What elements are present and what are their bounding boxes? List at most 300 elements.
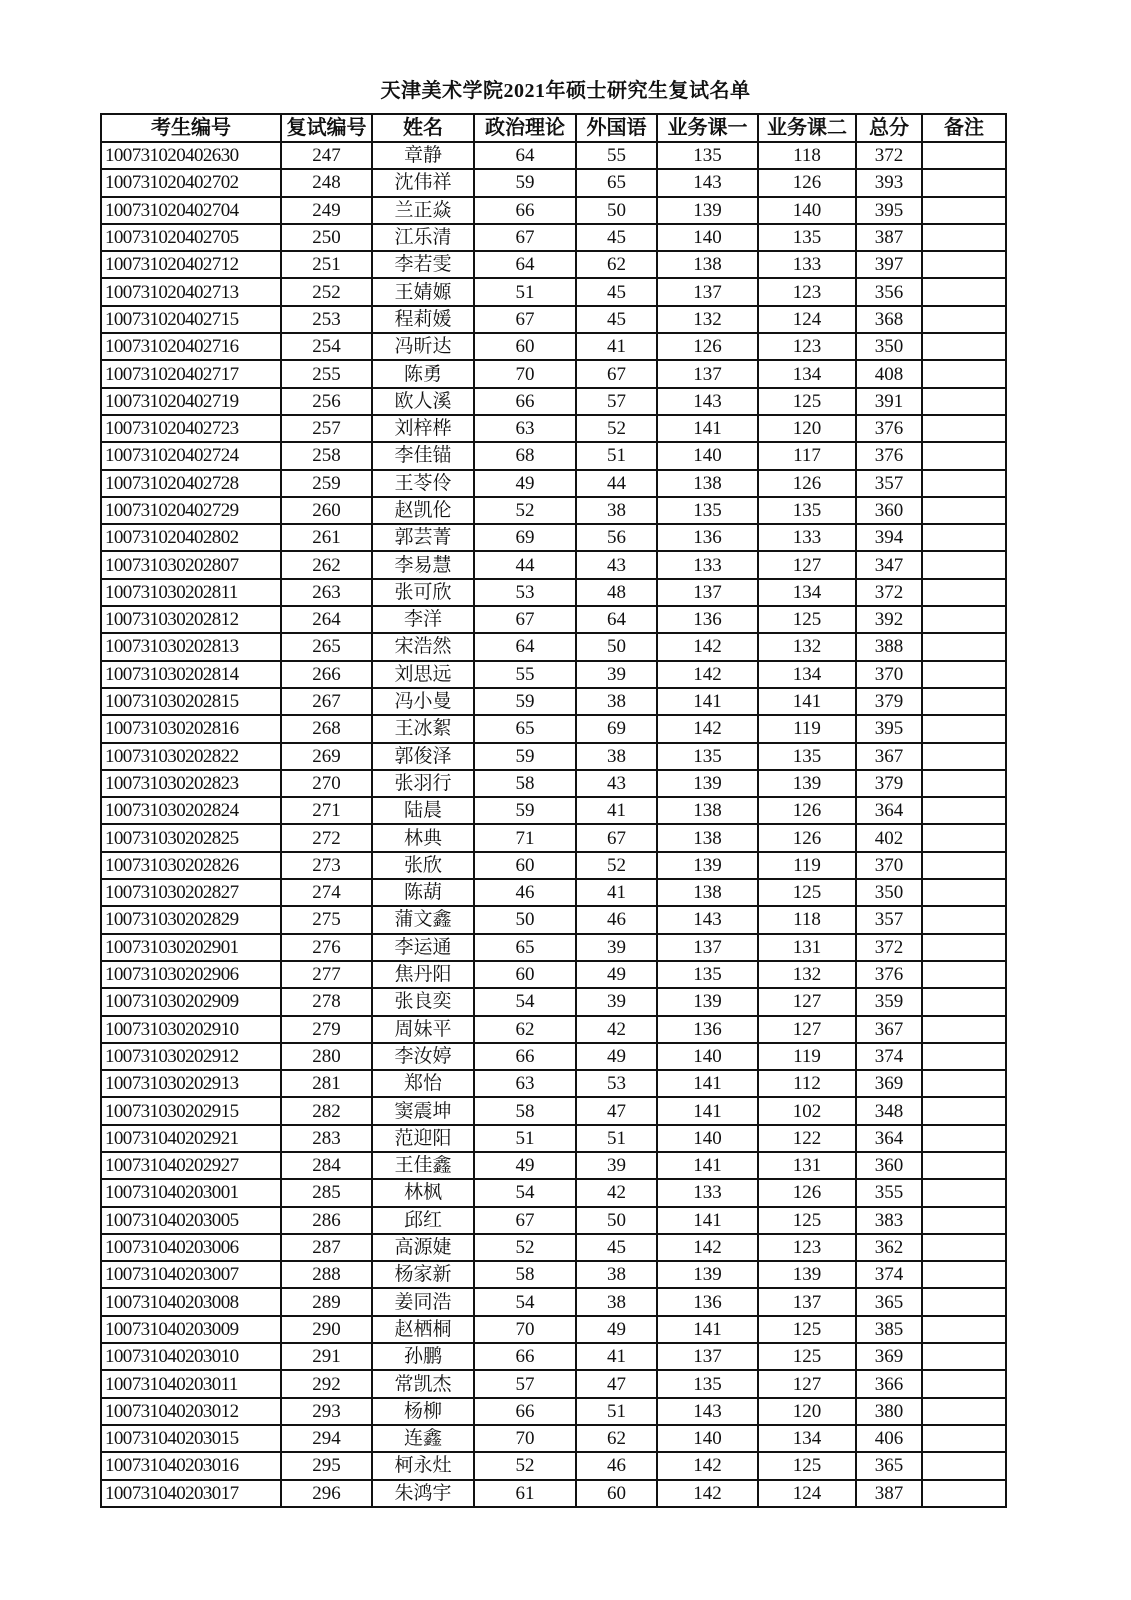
table-row — [101, 333, 1006, 360]
cell-remarks — [922, 1016, 1006, 1043]
cell-subject-two: 134 — [758, 661, 856, 688]
cell-politics: 52 — [474, 1234, 576, 1261]
cell-subject-one: 136 — [657, 1016, 758, 1043]
cell-exam-id: 100731030202823 — [101, 770, 281, 797]
cell-subject-one: 135 — [657, 743, 758, 770]
cell-total: 360 — [856, 497, 922, 524]
cell-name: 陈葫 — [372, 879, 474, 906]
cell-exam-id: 100731020402713 — [101, 278, 281, 305]
header-subject-two: 业务课二 — [758, 114, 856, 142]
cell-remarks — [922, 1288, 1006, 1315]
cell-foreign-language: 38 — [576, 688, 657, 715]
cell-retest-no: 256 — [281, 388, 372, 415]
cell-foreign-language: 55 — [576, 142, 657, 169]
table-row — [101, 879, 1006, 906]
cell-retest-no: 276 — [281, 934, 372, 961]
cell-politics: 67 — [474, 606, 576, 633]
cell-foreign-language: 52 — [576, 852, 657, 879]
cell-subject-one: 138 — [657, 797, 758, 824]
cell-subject-two: 126 — [758, 824, 856, 851]
cell-politics: 68 — [474, 442, 576, 469]
cell-foreign-language: 56 — [576, 524, 657, 551]
table-row — [101, 1261, 1006, 1288]
cell-retest-no: 291 — [281, 1343, 372, 1370]
cell-exam-id: 100731040202921 — [101, 1125, 281, 1152]
cell-name: 高源婕 — [372, 1234, 474, 1261]
cell-retest-no: 290 — [281, 1316, 372, 1343]
cell-remarks — [922, 934, 1006, 961]
cell-foreign-language: 57 — [576, 388, 657, 415]
cell-foreign-language: 67 — [576, 824, 657, 851]
cell-total: 374 — [856, 1261, 922, 1288]
cell-total: 387 — [856, 224, 922, 251]
cell-subject-two: 120 — [758, 415, 856, 442]
cell-foreign-language: 45 — [576, 1234, 657, 1261]
cell-exam-id: 100731020402712 — [101, 251, 281, 278]
cell-remarks — [922, 360, 1006, 387]
cell-foreign-language: 39 — [576, 1152, 657, 1179]
cell-politics: 58 — [474, 770, 576, 797]
cell-foreign-language: 47 — [576, 1097, 657, 1124]
cell-name: 王婧嫄 — [372, 278, 474, 305]
cell-retest-no: 286 — [281, 1207, 372, 1234]
cell-remarks — [922, 1480, 1006, 1507]
cell-politics: 54 — [474, 988, 576, 1015]
cell-subject-one: 141 — [657, 688, 758, 715]
cell-retest-no: 253 — [281, 306, 372, 333]
cell-remarks — [922, 1097, 1006, 1124]
cell-subject-two: 118 — [758, 906, 856, 933]
cell-subject-one: 141 — [657, 1097, 758, 1124]
cell-name: 范迎阳 — [372, 1125, 474, 1152]
cell-retest-no: 251 — [281, 251, 372, 278]
cell-retest-no: 277 — [281, 961, 372, 988]
cell-foreign-language: 49 — [576, 1043, 657, 1070]
cell-exam-id: 100731020402705 — [101, 224, 281, 251]
cell-name: 张可欣 — [372, 579, 474, 606]
cell-name: 章静 — [372, 142, 474, 169]
cell-politics: 67 — [474, 306, 576, 333]
cell-subject-one: 139 — [657, 197, 758, 224]
cell-total: 379 — [856, 770, 922, 797]
header-foreign-language: 外国语 — [576, 114, 657, 142]
cell-retest-no: 293 — [281, 1398, 372, 1425]
cell-politics: 51 — [474, 278, 576, 305]
cell-subject-one: 138 — [657, 879, 758, 906]
cell-total: 355 — [856, 1179, 922, 1206]
cell-subject-two: 125 — [758, 879, 856, 906]
cell-subject-one: 137 — [657, 934, 758, 961]
cell-politics: 63 — [474, 415, 576, 442]
cell-total: 376 — [856, 961, 922, 988]
cell-remarks — [922, 470, 1006, 497]
table-row — [101, 606, 1006, 633]
cell-exam-id: 100731040203008 — [101, 1288, 281, 1315]
cell-remarks — [922, 770, 1006, 797]
cell-politics: 52 — [474, 1452, 576, 1479]
header-remarks: 备注 — [922, 114, 1006, 142]
cell-name: 李洋 — [372, 606, 474, 633]
cell-subject-two: 125 — [758, 1452, 856, 1479]
cell-name: 李易慧 — [372, 551, 474, 578]
table-row — [101, 442, 1006, 469]
cell-politics: 59 — [474, 743, 576, 770]
cell-subject-two: 134 — [758, 360, 856, 387]
cell-subject-two: 132 — [758, 633, 856, 660]
cell-subject-two: 112 — [758, 1070, 856, 1097]
cell-total: 376 — [856, 442, 922, 469]
cell-foreign-language: 41 — [576, 797, 657, 824]
cell-exam-id: 100731040203001 — [101, 1179, 281, 1206]
cell-retest-no: 250 — [281, 224, 372, 251]
cell-subject-two: 119 — [758, 715, 856, 742]
table-row — [101, 224, 1006, 251]
cell-name: 姜同浩 — [372, 1288, 474, 1315]
cell-subject-one: 133 — [657, 1179, 758, 1206]
cell-foreign-language: 53 — [576, 1070, 657, 1097]
cell-foreign-language: 65 — [576, 169, 657, 196]
cell-name: 李若雯 — [372, 251, 474, 278]
cell-exam-id: 100731040203012 — [101, 1398, 281, 1425]
cell-name: 李汝婷 — [372, 1043, 474, 1070]
cell-name: 林典 — [372, 824, 474, 851]
table-row — [101, 1043, 1006, 1070]
cell-subject-one: 142 — [657, 715, 758, 742]
cell-name: 赵凯伦 — [372, 497, 474, 524]
table-row — [101, 470, 1006, 497]
cell-name: 窦震坤 — [372, 1097, 474, 1124]
cell-retest-no: 275 — [281, 906, 372, 933]
cell-subject-two: 126 — [758, 797, 856, 824]
cell-subject-two: 127 — [758, 551, 856, 578]
cell-politics: 61 — [474, 1480, 576, 1507]
cell-total: 350 — [856, 879, 922, 906]
cell-exam-id: 100731040203005 — [101, 1207, 281, 1234]
cell-retest-no: 263 — [281, 579, 372, 606]
cell-name: 林枫 — [372, 1179, 474, 1206]
cell-name: 杨家新 — [372, 1261, 474, 1288]
cell-retest-no: 259 — [281, 470, 372, 497]
cell-foreign-language: 41 — [576, 333, 657, 360]
cell-subject-two: 125 — [758, 1316, 856, 1343]
cell-total: 374 — [856, 1043, 922, 1070]
cell-remarks — [922, 1398, 1006, 1425]
table-row — [101, 497, 1006, 524]
cell-exam-id: 100731030202829 — [101, 906, 281, 933]
cell-total: 359 — [856, 988, 922, 1015]
table-row — [101, 1343, 1006, 1370]
header-politics: 政治理论 — [474, 114, 576, 142]
cell-foreign-language: 46 — [576, 1452, 657, 1479]
cell-politics: 60 — [474, 333, 576, 360]
cell-name: 王冰絮 — [372, 715, 474, 742]
cell-exam-id: 100731030202822 — [101, 743, 281, 770]
cell-subject-one: 139 — [657, 1261, 758, 1288]
cell-name: 周妹平 — [372, 1016, 474, 1043]
cell-politics: 52 — [474, 497, 576, 524]
cell-politics: 50 — [474, 906, 576, 933]
table-row — [101, 579, 1006, 606]
table-row — [101, 1016, 1006, 1043]
cell-total: 362 — [856, 1234, 922, 1261]
table-row — [101, 1152, 1006, 1179]
cell-politics: 66 — [474, 1343, 576, 1370]
cell-name: 邱红 — [372, 1207, 474, 1234]
cell-politics: 58 — [474, 1261, 576, 1288]
cell-foreign-language: 42 — [576, 1179, 657, 1206]
cell-subject-one: 142 — [657, 1452, 758, 1479]
cell-retest-no: 284 — [281, 1152, 372, 1179]
cell-foreign-language: 51 — [576, 1125, 657, 1152]
cell-foreign-language: 49 — [576, 1316, 657, 1343]
cell-subject-one: 142 — [657, 1480, 758, 1507]
cell-total: 406 — [856, 1425, 922, 1452]
table-row — [101, 934, 1006, 961]
cell-remarks — [922, 224, 1006, 251]
table-row — [101, 1452, 1006, 1479]
cell-retest-no: 273 — [281, 852, 372, 879]
cell-politics: 54 — [474, 1288, 576, 1315]
table-row — [101, 988, 1006, 1015]
cell-subject-two: 135 — [758, 497, 856, 524]
cell-subject-one: 135 — [657, 497, 758, 524]
cell-remarks — [922, 1261, 1006, 1288]
table-row — [101, 633, 1006, 660]
cell-total: 347 — [856, 551, 922, 578]
cell-exam-id: 100731030202915 — [101, 1097, 281, 1124]
cell-exam-id: 100731030202825 — [101, 824, 281, 851]
table-row — [101, 1370, 1006, 1397]
cell-total: 393 — [856, 169, 922, 196]
cell-name: 张欣 — [372, 852, 474, 879]
cell-retest-no: 280 — [281, 1043, 372, 1070]
table-row — [101, 251, 1006, 278]
cell-politics: 60 — [474, 961, 576, 988]
cell-subject-two: 127 — [758, 988, 856, 1015]
cell-subject-one: 137 — [657, 1343, 758, 1370]
cell-exam-id: 100731020402724 — [101, 442, 281, 469]
cell-politics: 55 — [474, 661, 576, 688]
cell-foreign-language: 45 — [576, 306, 657, 333]
cell-subject-two: 125 — [758, 1343, 856, 1370]
cell-politics: 70 — [474, 360, 576, 387]
cell-exam-id: 100731020402729 — [101, 497, 281, 524]
cell-foreign-language: 38 — [576, 497, 657, 524]
cell-remarks — [922, 1207, 1006, 1234]
cell-total: 356 — [856, 278, 922, 305]
cell-remarks — [922, 688, 1006, 715]
cell-subject-one: 142 — [657, 1234, 758, 1261]
cell-total: 369 — [856, 1343, 922, 1370]
table-row — [101, 1125, 1006, 1152]
table-row — [101, 906, 1006, 933]
cell-politics: 65 — [474, 934, 576, 961]
cell-name: 王佳鑫 — [372, 1152, 474, 1179]
cell-foreign-language: 49 — [576, 961, 657, 988]
cell-subject-one: 142 — [657, 633, 758, 660]
cell-retest-no: 247 — [281, 142, 372, 169]
cell-foreign-language: 62 — [576, 251, 657, 278]
cell-subject-two: 134 — [758, 579, 856, 606]
cell-politics: 53 — [474, 579, 576, 606]
cell-remarks — [922, 388, 1006, 415]
cell-remarks — [922, 715, 1006, 742]
cell-exam-id: 100731030202812 — [101, 606, 281, 633]
cell-remarks — [922, 524, 1006, 551]
cell-total: 408 — [856, 360, 922, 387]
cell-foreign-language: 38 — [576, 1261, 657, 1288]
cell-politics: 59 — [474, 797, 576, 824]
cell-foreign-language: 48 — [576, 579, 657, 606]
cell-foreign-language: 47 — [576, 1370, 657, 1397]
cell-total: 388 — [856, 633, 922, 660]
table-row — [101, 524, 1006, 551]
cell-remarks — [922, 333, 1006, 360]
cell-politics: 44 — [474, 551, 576, 578]
cell-name: 刘思远 — [372, 661, 474, 688]
cell-politics: 64 — [474, 142, 576, 169]
cell-remarks — [922, 1070, 1006, 1097]
cell-total: 365 — [856, 1288, 922, 1315]
cell-total: 395 — [856, 197, 922, 224]
cell-exam-id: 100731020402716 — [101, 333, 281, 360]
cell-retest-no: 289 — [281, 1288, 372, 1315]
cell-subject-two: 119 — [758, 1043, 856, 1070]
table-row — [101, 852, 1006, 879]
document-title: 天津美术学院2021年硕士研究生复试名单 — [380, 80, 751, 102]
cell-exam-id: 100731020402717 — [101, 360, 281, 387]
cell-subject-two: 125 — [758, 1207, 856, 1234]
cell-exam-id: 100731030202815 — [101, 688, 281, 715]
cell-politics: 66 — [474, 1043, 576, 1070]
cell-remarks — [922, 988, 1006, 1015]
cell-exam-id: 100731030202807 — [101, 551, 281, 578]
table-row — [101, 306, 1006, 333]
cell-foreign-language: 42 — [576, 1016, 657, 1043]
cell-politics: 59 — [474, 169, 576, 196]
cell-remarks — [922, 1179, 1006, 1206]
cell-politics: 71 — [474, 824, 576, 851]
cell-name: 郑怡 — [372, 1070, 474, 1097]
cell-total: 357 — [856, 470, 922, 497]
cell-total: 372 — [856, 934, 922, 961]
header-name: 姓名 — [372, 114, 474, 142]
cell-remarks — [922, 551, 1006, 578]
cell-subject-two: 126 — [758, 470, 856, 497]
cell-politics: 57 — [474, 1370, 576, 1397]
cell-subject-one: 141 — [657, 415, 758, 442]
cell-total: 394 — [856, 524, 922, 551]
cell-exam-id: 100731030202826 — [101, 852, 281, 879]
cell-subject-two: 139 — [758, 770, 856, 797]
cell-politics: 58 — [474, 1097, 576, 1124]
cell-subject-two: 123 — [758, 1234, 856, 1261]
candidate-table — [100, 113, 1007, 1508]
cell-foreign-language: 38 — [576, 1288, 657, 1315]
cell-retest-no: 262 — [281, 551, 372, 578]
cell-subject-two: 135 — [758, 224, 856, 251]
cell-total: 402 — [856, 824, 922, 851]
cell-subject-one: 141 — [657, 1070, 758, 1097]
table-row — [101, 1316, 1006, 1343]
cell-foreign-language: 51 — [576, 1398, 657, 1425]
cell-politics: 70 — [474, 1425, 576, 1452]
cell-subject-two: 127 — [758, 1016, 856, 1043]
cell-subject-one: 132 — [657, 306, 758, 333]
cell-politics: 65 — [474, 715, 576, 742]
cell-name: 江乐清 — [372, 224, 474, 251]
cell-subject-two: 133 — [758, 251, 856, 278]
cell-total: 385 — [856, 1316, 922, 1343]
cell-total: 360 — [856, 1152, 922, 1179]
table-row — [101, 688, 1006, 715]
cell-name: 柯永灶 — [372, 1452, 474, 1479]
cell-name: 常凯杰 — [372, 1370, 474, 1397]
cell-subject-one: 142 — [657, 661, 758, 688]
cell-exam-id: 100731030202811 — [101, 579, 281, 606]
cell-subject-one: 137 — [657, 360, 758, 387]
cell-subject-one: 140 — [657, 1125, 758, 1152]
cell-exam-id: 100731040203006 — [101, 1234, 281, 1261]
cell-name: 朱鸿宇 — [372, 1480, 474, 1507]
cell-remarks — [922, 169, 1006, 196]
cell-exam-id: 100731020402715 — [101, 306, 281, 333]
cell-foreign-language: 62 — [576, 1425, 657, 1452]
cell-name: 冯昕达 — [372, 333, 474, 360]
cell-subject-two: 127 — [758, 1370, 856, 1397]
cell-subject-two: 120 — [758, 1398, 856, 1425]
cell-politics: 64 — [474, 633, 576, 660]
cell-remarks — [922, 1043, 1006, 1070]
cell-name: 陆晨 — [372, 797, 474, 824]
cell-foreign-language: 50 — [576, 1207, 657, 1234]
cell-subject-two: 124 — [758, 306, 856, 333]
cell-name: 杨柳 — [372, 1398, 474, 1425]
cell-subject-two: 135 — [758, 743, 856, 770]
cell-name: 沈伟祥 — [372, 169, 474, 196]
cell-politics: 70 — [474, 1316, 576, 1343]
table-row — [101, 1398, 1006, 1425]
cell-exam-id: 100731030202816 — [101, 715, 281, 742]
cell-exam-id: 100731040203017 — [101, 1480, 281, 1507]
cell-subject-two: 119 — [758, 852, 856, 879]
table-row — [101, 1070, 1006, 1097]
cell-name: 蒲文鑫 — [372, 906, 474, 933]
table-row — [101, 1179, 1006, 1206]
cell-remarks — [922, 1452, 1006, 1479]
cell-name: 郭芸菁 — [372, 524, 474, 551]
cell-exam-id: 100731020402630 — [101, 142, 281, 169]
cell-retest-no: 282 — [281, 1097, 372, 1124]
cell-total: 376 — [856, 415, 922, 442]
table-row — [101, 388, 1006, 415]
cell-remarks — [922, 1343, 1006, 1370]
cell-foreign-language: 52 — [576, 415, 657, 442]
cell-exam-id: 100731040203009 — [101, 1316, 281, 1343]
table-row — [101, 360, 1006, 387]
table-row — [101, 797, 1006, 824]
cell-retest-no: 294 — [281, 1425, 372, 1452]
table-row — [101, 961, 1006, 988]
cell-total: 391 — [856, 388, 922, 415]
cell-subject-one: 126 — [657, 333, 758, 360]
cell-total: 350 — [856, 333, 922, 360]
cell-remarks — [922, 606, 1006, 633]
cell-retest-no: 261 — [281, 524, 372, 551]
cell-foreign-language: 45 — [576, 224, 657, 251]
cell-retest-no: 270 — [281, 770, 372, 797]
cell-total: 395 — [856, 715, 922, 742]
